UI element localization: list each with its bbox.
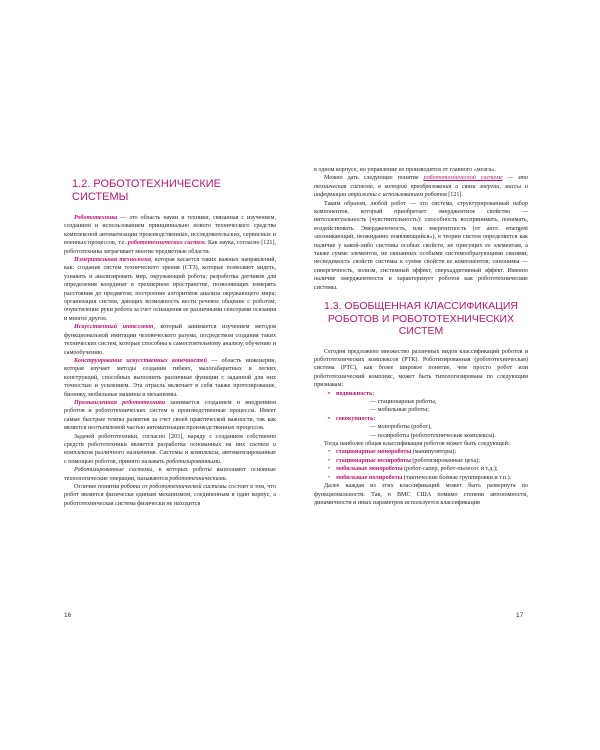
paragraph: Можно дать следующее понятие робототехнической системе — это техническая система, в которой преобразования и связи энергии, массы и информации отражены с использованием роботов [121]. xyxy=(314,175,528,199)
term: Промышленная робототехника xyxy=(74,399,166,406)
list-item: • подвижность: xyxy=(336,390,528,398)
term: Конструирование искусственных конечностей xyxy=(74,357,207,364)
list-item: • мобильные полироботы (тактические боевые группировки и т.п.). xyxy=(336,474,528,482)
paragraph: Конструирование искусственных конечностей — область инженерии, которая изучает методы создания гибких, малогабаритных и легких конструкций, способных выполнять различные функции с заданной для них точностью и усилением. Эта отрасль включает в себя также протезирование, бионику, мобильные машины и механизмы. xyxy=(64,357,277,398)
paragraph: Отличие понятия робота от робототехнической системы состоит в том, что робот является физически единым механизмом, соединенным в один корпус, а робототехническая система физически не находится xyxy=(64,484,276,507)
paragraph: Искусственный интеллект, который занимается изучением методов функциональной имитации человеческого разума, посредством создания таких технических систем, которые способны к самостоятельному анализу, обучению и самообучению. xyxy=(64,324,276,356)
list-item: — монороботы (робот), xyxy=(370,424,432,431)
classification-list xyxy=(314,390,528,440)
paragraph: Таким образом, любой робот — это система, структурированный набор компонентов, который приобретает эмерджентное свойство — интеллектуальность (чувствительность): способность воспринимать, понимать, воздействовать. Эмерджентность, или эмергентность (от англ. emergent «возникающий, неожиданно появляющийся»), в теории систем определяется как наличие у какой-либо системы особых свойств, не присущих ее элементам, а также сумме элементов, не связанных особыми системообразующими связями; несводимость свойств системы к сумме свойств ее компонентов; синонимы — синергичность, холизм, системный эффект, сверхаддитивный эффект. Именно наличие эмерджентности и характеризует роботов как робототехнические системы. xyxy=(314,200,528,291)
paragraph: Робототехника — это область науки и техники, связанная с изучением, созданием и использованием принципиально нового технического средства комплексной автоматизации производственных, исследовательских, сервисных и военных процессов, т.е. робототехнических систем. Как наука, согласно [121], робототехника затрагивает многие предметные области. xyxy=(64,215,276,255)
list-item: • мобильные монороботы (робот-сапер, робот-пылесос и т.д.); xyxy=(336,465,528,473)
paragraph: Задачей робототехники, согласно [203], наряду с созданием собственно средств робототехники является разработка основанных на них систем и комплексов различного назначения. Системы и комплексы, автоматизированные с помощью роботов, принято называть роботизированными. xyxy=(64,433,276,465)
term: Робототехника xyxy=(74,215,118,221)
left-page xyxy=(64,162,276,508)
page-number-right: 17 xyxy=(516,612,524,619)
term: Искусственный интеллект xyxy=(74,324,154,331)
page-number-left: 16 xyxy=(64,612,72,619)
term: робототехнической системе xyxy=(423,175,503,182)
paragraph: Роботизированные системы, в которых роботы выполняют основные технологические операции, называются робототехническими. xyxy=(64,467,276,482)
paragraph: Сегодня предложено множество различных видов классификаций роботов и робототехнических комплексов (РТК). Роботизированная (робототехническая) система (РТС), как более широкое понятие, чем просто робот или робототехнический комплекс, может быть типологизирована по следующим признакам: xyxy=(314,348,528,389)
list-item: — мобильные роботы; xyxy=(370,407,429,414)
term: Измерительная технология xyxy=(74,257,151,264)
term: робототехнических систем xyxy=(127,240,205,247)
paragraph: Измерительная технология, которая касается таких важных направлений, как: создание систем технического зрения (СТЗ), которые позволяют видеть, узнавать и анализировать мир, окружающий робота; разработка датчиков для определения координат в трехмерном пространстве, позволяющих измерять расстояния до предметов; построение алгоритмов анализа окружающего мира; организация систем, дающих возможность вести речевое общение с роботом; очувствление руки робота за счет оснащения ее различными сенсорами осязания и многое другое. xyxy=(64,257,276,322)
paragraph: Тогда наиболее общая классификация роботов может быть следующей: xyxy=(324,441,510,448)
list-item: • стационарные полироботы (роботизированные цеха); xyxy=(336,457,528,465)
paragraph: Промышленная робототехника занимается созданием и внедрением роботов и робототехнических систем в производственные процессы. Имеет самые быстрые темпы развития за счет своей практической важности, так как является неотъемлемой частью автоматизации производственных процессов. xyxy=(64,399,276,432)
list-item: • совокупность: xyxy=(336,415,528,423)
list-item: • стационарные монороботы (манипуляторы); xyxy=(336,448,528,456)
section-heading-1-3: 1.3. ОБОБЩЕННАЯ КЛАССИФИКАЦИЯ РОБОТОВ И РОБОТОТЕХНИЧЕСКИХ СИСТЕМ xyxy=(324,300,518,338)
section-heading-1-2: 1.2. РОБОТОТЕХНИЧЕСКИЕ СИСТЕМЫ xyxy=(72,178,221,203)
right-page xyxy=(314,166,528,507)
list-item: — стационарные роботы, xyxy=(370,399,437,406)
list-item: — полироботы (робототехнические комплексы). xyxy=(370,432,496,439)
paragraph: Далее каждая из этих классификаций может быть развернута по функциональности. Так, в ВМС США помимо степени автономности, динамичности и иных параметров используется классификация xyxy=(314,483,528,506)
paragraph: в одном корпусе, но управление ее производится от главного «мозга». xyxy=(314,167,496,173)
robot-classification-list xyxy=(314,448,528,482)
